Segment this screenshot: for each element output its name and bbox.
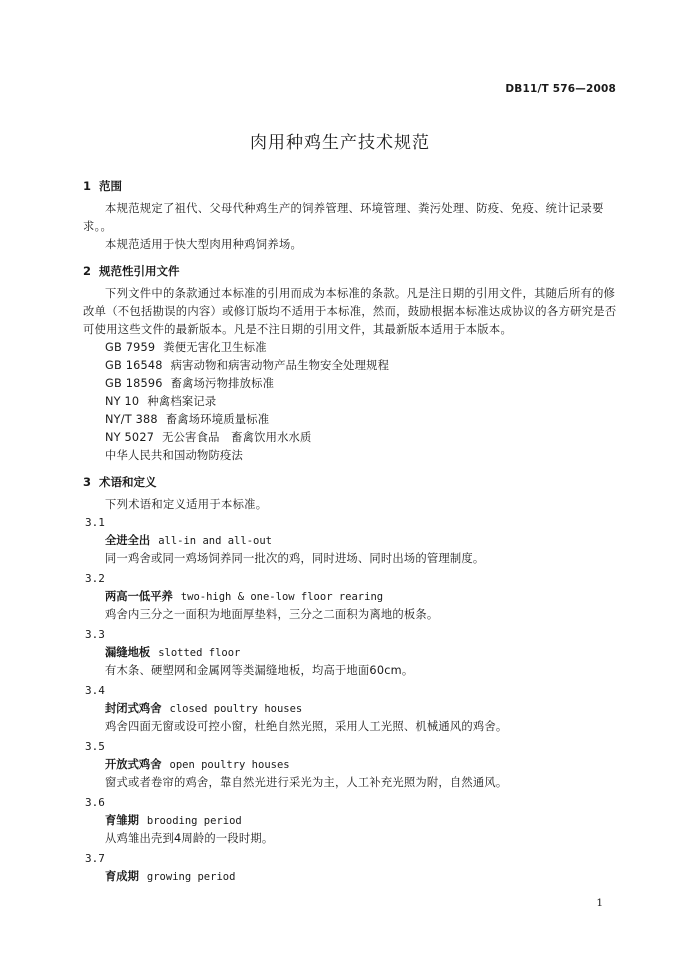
reference-item: GB 7959 粪便无害化卫生标准 <box>105 341 267 354</box>
term-title: 漏缝地板 slotted floor <box>105 646 241 659</box>
term-title: 两高一低平养 two-high & one-low floor rearing <box>105 590 384 603</box>
term-entry <box>83 514 623 568</box>
term-number: 3.2 <box>85 572 105 585</box>
term-title: 开放式鸡舍 open poultry houses <box>105 758 290 771</box>
term-number: 3.7 <box>85 852 105 865</box>
section-heading-references <box>83 261 623 281</box>
term-title: 全进全出 all-in and all-out <box>105 534 272 547</box>
term-entry <box>83 794 623 848</box>
term-number: 3.1 <box>85 516 105 529</box>
term-entry <box>83 682 623 736</box>
page-number: 1 <box>596 897 603 909</box>
section-number: 3 <box>83 475 92 489</box>
reference-item: 中华人民共和国动物防疫法 <box>105 449 243 462</box>
section-number: 1 <box>83 179 92 193</box>
document-body <box>83 176 623 886</box>
term-definition: 同一鸡舍或同一鸡场饲养同一批次的鸡，同时进场、同时出场的管理制度。 <box>105 552 485 565</box>
references-intro: 下列文件中的条款通过本标准的引用而成为本标准的条款。凡是注日期的引用文件，其随后所有的修改单（不包括勘误的内容）或修订版均不适用于本标准，然而，鼓励根据本标准达成协议的各方研究是否可使用这些文件的最新版本。凡是不注日期的引用文件，其最新版本适用于本版本。 <box>83 287 617 336</box>
term-definition: 鸡舍内三分之一面积为地面厚垫料，三分之二面积为离地的板条。 <box>105 608 439 621</box>
reference-item: GB 16548 病害动物和病害动物产品生物安全处理规程 <box>105 359 390 372</box>
term-definition: 鸡舍四面无窗或设可控小窗，杜绝自然光照，采用人工光照、机械通风的鸡舍。 <box>105 720 508 733</box>
scope-paragraph: 本规范规定了祖代、父母代种鸡生产的饲养管理、环境管理、粪污处理、防疫、免疫、统计记录要求。。 <box>83 202 604 233</box>
section-title: 术语和定义 <box>99 475 157 489</box>
term-number: 3.6 <box>85 796 105 809</box>
term-title: 育雏期 brooding period <box>105 814 242 827</box>
term-number: 3.3 <box>85 628 105 641</box>
term-entry <box>83 626 623 680</box>
term-title: 育成期 growing period <box>105 870 236 883</box>
reference-item: NY 5027 无公害食品 畜禽饮用水水质 <box>105 431 312 444</box>
reference-item: NY 10 种禽档案记录 <box>105 395 217 408</box>
reference-item: NY/T 388 畜禽场环境质量标准 <box>105 413 270 426</box>
document-title: 肉用种鸡生产技术规范 <box>250 133 430 153</box>
standard-code: DB11/T 576—2008 <box>505 83 616 95</box>
term-title: 封闭式鸡舍 closed poultry houses <box>105 702 303 715</box>
terms-intro: 下列术语和定义适用于本标准。 <box>105 498 268 511</box>
term-entry <box>83 850 623 886</box>
term-list <box>83 514 623 886</box>
section-title: 范围 <box>99 179 122 193</box>
section-heading-scope <box>83 176 623 196</box>
reference-list <box>83 339 623 465</box>
section-number: 2 <box>83 264 92 278</box>
term-definition: 窗式或者卷帘的鸡舍，靠自然光进行采光为主，人工补充光照为附，自然通风。 <box>105 776 508 789</box>
term-entry <box>83 570 623 624</box>
reference-item: GB 18596 畜禽场污物排放标准 <box>105 377 275 390</box>
section-heading-terms <box>83 472 623 492</box>
term-definition: 有木条、硬塑网和金属网等类漏缝地板，均高于地面60cm。 <box>105 664 414 677</box>
section-title: 规范性引用文件 <box>99 264 180 278</box>
term-definition: 从鸡雏出壳到4周龄的一段时期。 <box>105 832 274 845</box>
term-entry <box>83 738 623 792</box>
term-number: 3.4 <box>85 684 105 697</box>
scope-paragraph: 本规范适用于快大型肉用种鸡饲养场。 <box>105 238 303 251</box>
term-number: 3.5 <box>85 740 105 753</box>
